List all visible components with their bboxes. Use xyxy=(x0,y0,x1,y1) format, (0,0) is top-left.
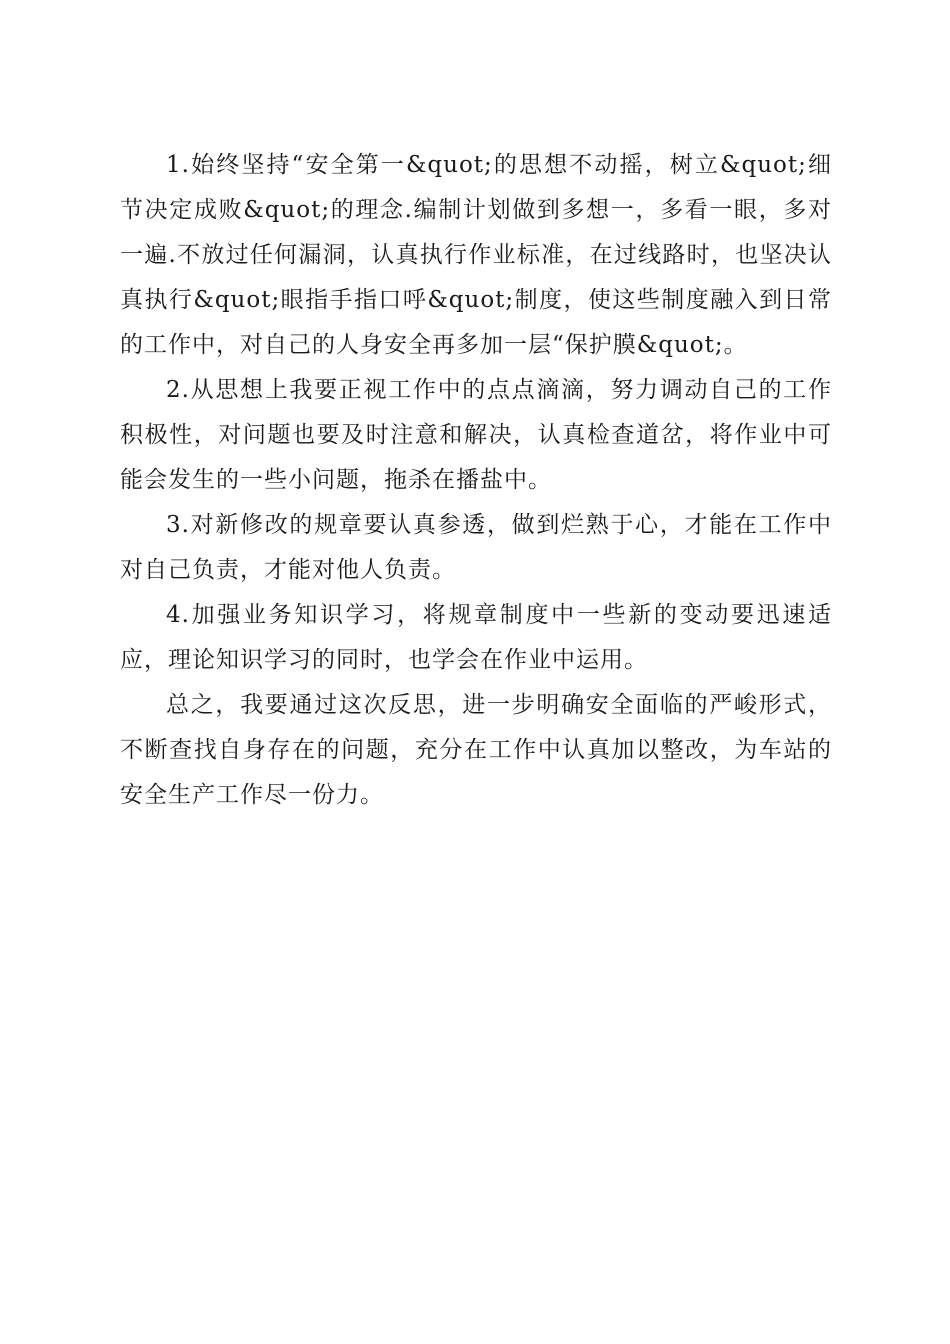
paragraph-4: 4.加强业务知识学习，将规章制度中一些新的变动要迅速适应，理论知识学习的同时，也学会在作业中运用。 xyxy=(120,602,832,673)
paragraph-1: 1.始终坚持“安全第一&quot;的思想不动摇，树立&quot;细节决定成败&quot;的理念.编制计划做到多想一，多看一眼，多对一遍.不放过任何漏洞，认真执行作业标准，在过线路时，也坚决认真执行&quot;眼指手指口呼&quot;制度，使这些制度融入到日常的工作中，对自己的人身安全再多加一层“保护膜&quot;。 xyxy=(120,152,832,358)
paragraph-3: 3.对新修改的规章要认真参透，做到烂熟于心，才能在工作中对自己负责，才能对他人负责。 xyxy=(120,512,832,583)
document-body xyxy=(120,143,832,818)
paragraph-5: 总之，我要通过这次反思，进一步明确安全面临的严峻形式，不断查找自身存在的问题，充分在工作中认真加以整改，为车站的安全生产工作尽一份力。 xyxy=(120,692,832,808)
paragraph-2: 2.从思想上我要正视工作中的点点滴滴，努力调动自己的工作积极性，对问题也要及时注意和解决，认真检查道岔，将作业中可能会发生的一些小问题，拖杀在播盐中。 xyxy=(120,377,832,493)
